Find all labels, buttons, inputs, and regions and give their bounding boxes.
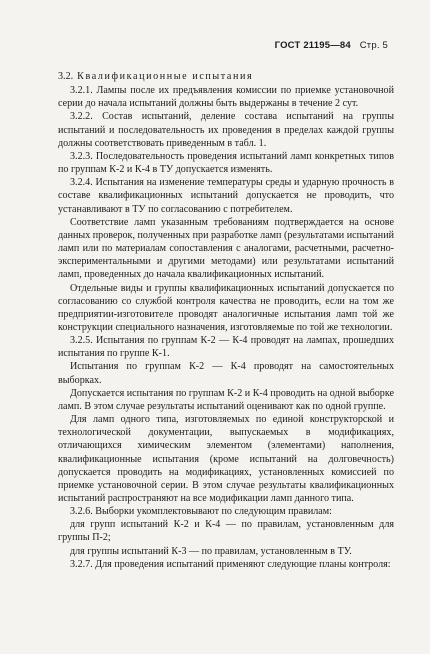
paragraph-rule-k2-k4: для групп испытаний К-2 и К-4 — по правилам, установленным для группы П-2;: [58, 519, 394, 544]
paragraph-compliance: Соответствие ламп указанным требованиям подтверждается на основе данных проверок, полученных при разработке ламп (результатами испытаний ламп или по материалам сопоставления с аналогами, расчетными, расчетно-экспериментальными и другими методами) или результатами испытаний ламп, проведенных до начала квалификационных испытаний.: [58, 216, 394, 281]
document-body: [58, 70, 394, 571]
section-heading: [58, 70, 394, 83]
standard-number: ГОСТ 21195—84: [274, 40, 351, 51]
paragraph-3-2-2: 3.2.2. Состав испытаний, деление состава испытаний на группы испытаний и последовательность их проведения в пределах каждой группы должны соответствовать приведенным в табл. 1.: [58, 111, 394, 149]
paragraph-3-2-5: 3.2.5. Испытания по группам К-2 — К-4 проводят на лампах, прошедших испытания по группе К-1.: [58, 335, 394, 360]
paragraph-rule-k3: для группы испытаний К-3 — по правилам, установленным в ТУ.: [70, 545, 352, 557]
paragraph-3-2-6: 3.2.6. Выборки укомплектовывают по следующим правилам:: [70, 506, 332, 518]
page-header: [275, 40, 388, 51]
paragraph-3-2-4: 3.2.4. Испытания на изменение температуры среды и ударную прочность в составе квалификационных испытаний допускается не проводить, что устанавливают в ТУ по согласованию с потребителем.: [58, 177, 394, 215]
paragraph-3-2-3: 3.2.3. Последовательность проведения испытаний ламп конкретных типов по группам К-2 и К-4 в ТУ допускается изменять.: [58, 150, 394, 176]
paragraph-independent-samples: Испытания по группам К-2 — К-4 проводят на самостоятельных выборках.: [58, 361, 394, 386]
page-number: Стр. 5: [359, 40, 388, 51]
paragraph-modifications: Для ламп одного типа, изготовляемых по единой конструкторской и технологической документации, выпускаемых в модификациях, отличающихся химическим элементом (элементами) наполнения, квалификационные испытания (кроме испытаний на долговечность) допускается проводить на модификациях, установленных комиссией по приемке установочной серии. В этом случае результаты квалификационных испытаний распространяют на все модификации ламп данного типа.: [58, 414, 394, 504]
paragraph-3-2-7: 3.2.7. Для проведения испытаний применяют следующие планы контроля:: [70, 558, 391, 570]
paragraph-separate-groups: Отдельные виды и группы квалификационных испытаний допускается по согласованию со службой контроля качества не проводить, если на том же предприятии-изготовителе проводят аналогичные испытания ламп той же конструкции специального назначения, изготовляемые по той же технологии.: [58, 282, 394, 333]
section-number: 3.2.: [58, 71, 74, 82]
paragraph-3-2-1: 3.2.1. Лампы после их предъявления комиссии по приемке установочной серии до начала испытаний должны быть выдержаны в течение 2 сут.: [58, 85, 394, 110]
paragraph-single-sample: Допускается испытания по группам К-2 и К-4 проводить на одной выборке ламп. В этом случае результаты испытаний оценивают как по одной группе.: [58, 387, 394, 412]
section-title: Квалификационные испытания: [77, 71, 254, 82]
